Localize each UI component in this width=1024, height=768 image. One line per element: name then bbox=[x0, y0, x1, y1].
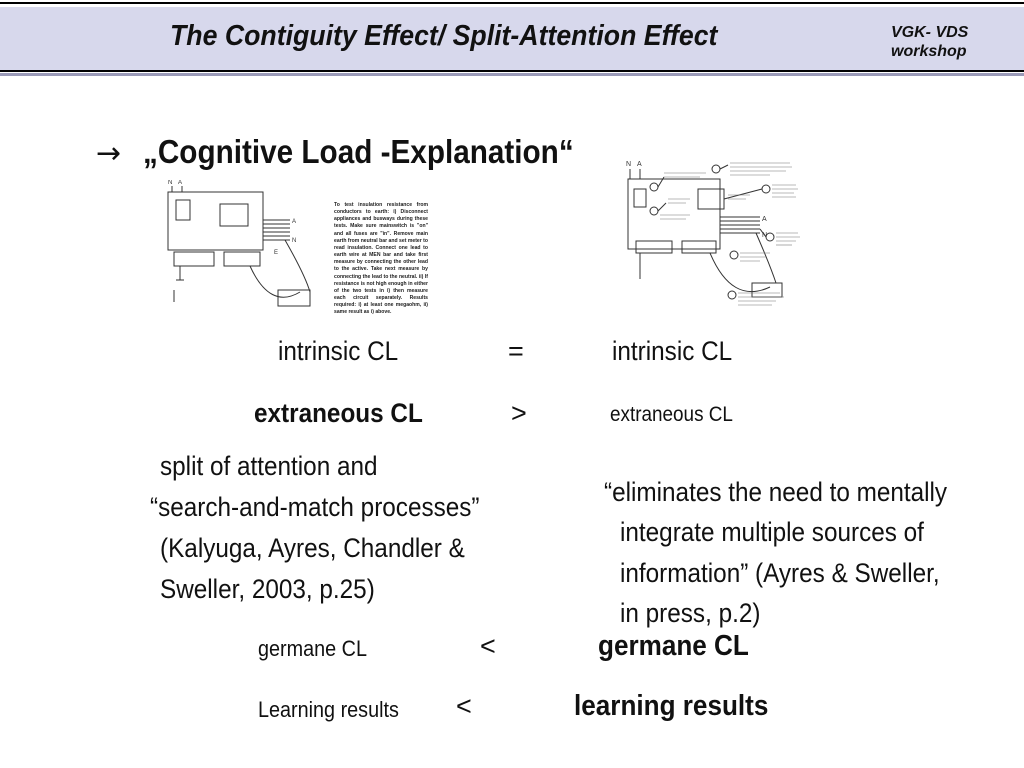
split-attention-note-line3: (Kalyuga, Ayres, Chandler & bbox=[160, 533, 465, 563]
section-heading: „Cognitive Load -Explanation“ bbox=[143, 133, 574, 170]
integration-note-line1: “eliminates the need to mentally bbox=[604, 477, 948, 507]
svg-text:N: N bbox=[292, 238, 297, 244]
diagram-instruction-text: To test insulation resistance from conductors to earth: i) Disconnect appliances and busways during these tests. Make sure mainswitch is "on" and all fuses are "in". Remove main earth from neutral bar and set meter to read insulation. Connect one lead to earth wire at MEN bar and take first measure by connecting the other lead to the active. Take next measure by connecting the lead to the neutral. ii) If resistance is not high enough in either of the two tests in i) then measure each circuit separately. Results required: i) at least one megaohm, ii) same result as i) above. bbox=[334, 202, 428, 316]
less-than-operator-learning: < bbox=[456, 691, 472, 721]
svg-text:A: A bbox=[292, 219, 297, 225]
equals-operator: = bbox=[508, 336, 524, 366]
header-bottom-rule bbox=[0, 70, 1024, 72]
svg-text:N: N bbox=[762, 232, 768, 239]
wiring-diagram-separated bbox=[160, 180, 335, 315]
integration-note-line4: in press, p.2) bbox=[620, 598, 761, 628]
svg-text:N: N bbox=[168, 180, 173, 186]
germane-cl-right: germane CL bbox=[598, 630, 749, 662]
slide-header bbox=[0, 0, 1024, 76]
integration-note-line2: integrate multiple sources of bbox=[620, 517, 924, 547]
wiring-diagram-integrated bbox=[620, 155, 810, 325]
learning-results-left: Learning results bbox=[258, 697, 399, 722]
learning-results-right: learning results bbox=[574, 690, 769, 722]
intrinsic-cl-right: intrinsic CL bbox=[612, 336, 733, 366]
svg-text:A: A bbox=[762, 216, 767, 223]
less-than-operator-germane: < bbox=[480, 631, 496, 661]
slide-title: The Contiguity Effect/ Split-Attention Effect bbox=[170, 20, 718, 52]
arrow-icon: → bbox=[96, 136, 122, 171]
svg-text:E: E bbox=[274, 250, 279, 256]
svg-text:N: N bbox=[626, 161, 632, 168]
extraneous-cl-left: extraneous CL bbox=[254, 398, 423, 428]
integration-note-line3: information” (Ayres & Sweller, bbox=[620, 558, 940, 588]
svg-text:A: A bbox=[178, 180, 183, 186]
split-attention-note-line1: split of attention and bbox=[160, 451, 378, 481]
intrinsic-cl-left: intrinsic CL bbox=[278, 336, 399, 366]
split-attention-note-line2: “search-and-match processes” bbox=[150, 492, 480, 522]
header-top-rule bbox=[0, 2, 1024, 4]
workshop-label bbox=[891, 23, 968, 61]
extraneous-cl-right: extraneous CL bbox=[610, 403, 733, 426]
svg-text:A: A bbox=[637, 161, 642, 168]
workshop-label-line1: VGK- VDS bbox=[891, 24, 969, 41]
workshop-label-line2: workshop bbox=[891, 43, 967, 60]
germane-cl-left: germane CL bbox=[258, 636, 367, 661]
greater-than-operator: > bbox=[511, 398, 527, 428]
header-shadow-rule bbox=[0, 73, 1024, 76]
split-attention-note-line4: Sweller, 2003, p.25) bbox=[160, 574, 375, 604]
